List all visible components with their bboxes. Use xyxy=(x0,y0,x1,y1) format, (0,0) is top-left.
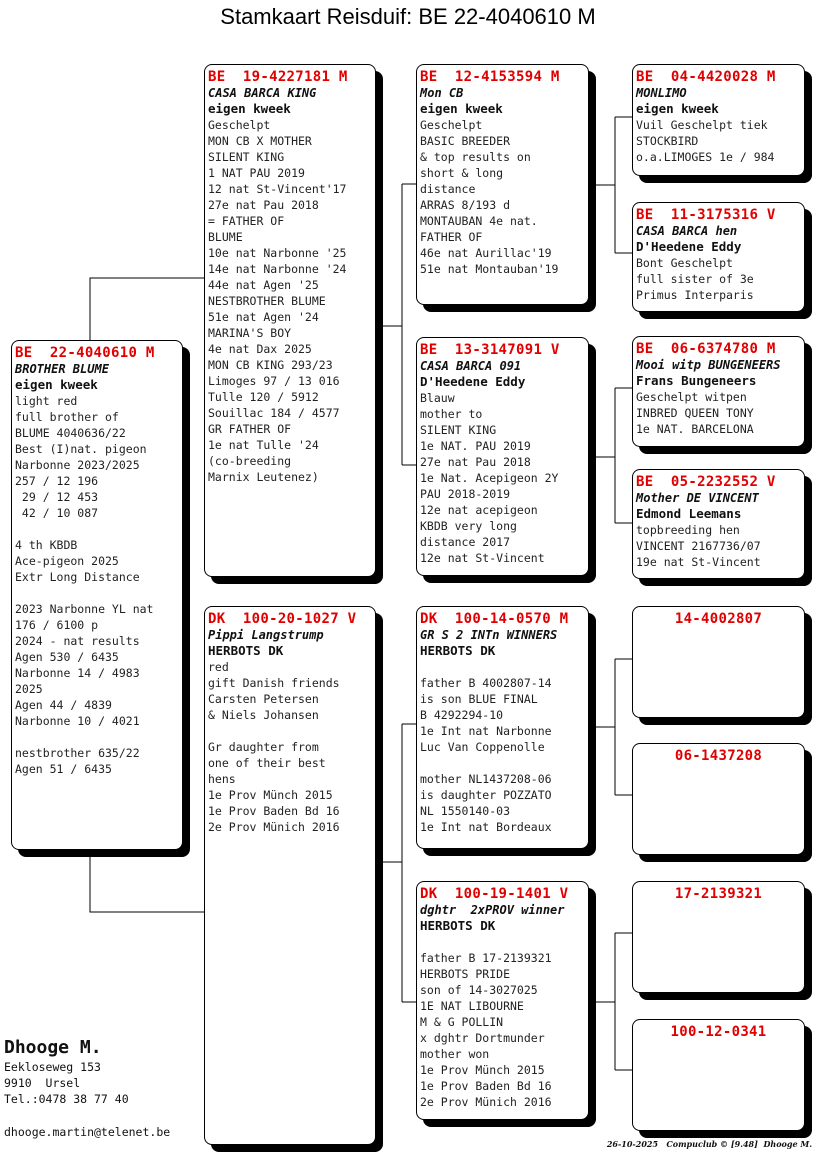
pigeon-owner: Edmond Leemans xyxy=(636,506,742,521)
pigeon-note-line: is son BLUE FINAL xyxy=(420,692,538,706)
ring-number: 14-4002807 xyxy=(674,611,763,627)
footer-credit: 26-10-2025 Compuclub © [9.48] Dhooge M. xyxy=(606,1139,812,1149)
pigeon-note-line: 1e NAT. PAU 2019 xyxy=(420,439,531,453)
pigeon-owner: D'Heedene Eddy xyxy=(420,374,526,389)
pigeon-note-line: 1e Prov Münch 2015 xyxy=(208,788,333,802)
pigeon-note-line: 1e Int nat Bordeaux xyxy=(420,820,552,834)
ring-number: BE 13-3147091 V xyxy=(420,342,560,358)
pigeon-note-line: Agen 44 / 4839 xyxy=(15,698,112,712)
pigeon-card-ssd[interactable] xyxy=(632,202,805,312)
pigeon-note-line: BLUME xyxy=(208,230,243,244)
pigeon-note-line: 1e nat Tulle '24 xyxy=(208,438,319,452)
pigeon-owner: HERBOTS DK xyxy=(208,643,284,658)
pigeon-note-line xyxy=(420,659,588,675)
pigeon-note-line: 27e nat Pau 2018 xyxy=(208,198,319,212)
pigeon-note-line: one of their best xyxy=(208,756,326,770)
ring-number: DK 100-19-1401 V xyxy=(420,886,569,902)
pigeon-note-line: GR FATHER OF xyxy=(208,422,292,436)
pigeon-note-line: 46e nat Aurillac'19 xyxy=(420,246,552,260)
pigeon-note-line: son of 14-3027025 xyxy=(420,983,538,997)
pigeon-note-line: Ace-pigeon 2025 xyxy=(15,554,119,568)
pigeon-note-line: 2e Prov Münich 2016 xyxy=(420,1095,552,1109)
pigeon-note-line: 12 nat St-Vincent'17 xyxy=(208,182,347,196)
pigeon-note-line: 1e Int nat Narbonne xyxy=(420,724,552,738)
ring-number: BE 05-2232552 V xyxy=(636,474,776,490)
pigeon-note-line: 2025 xyxy=(15,682,43,696)
pigeon-owner: eigen kweek xyxy=(208,101,291,116)
pigeon-note-line: 27e nat Pau 2018 xyxy=(420,455,531,469)
pigeon-note-line: mother to xyxy=(420,407,483,421)
ring-number: 06-1437208 xyxy=(674,748,763,764)
breeder-phone: Tel.:0478 38 77 40 xyxy=(4,1092,129,1106)
pigeon-note-line: 1e Prov Baden Bd 16 xyxy=(208,804,340,818)
breeder-city: 9910 Ursel xyxy=(4,1076,81,1090)
pigeon-note-line: 42 / 10 087 xyxy=(15,506,99,520)
pigeon-owner: eigen kweek xyxy=(636,101,719,116)
pigeon-note-line: father B 4002807-14 xyxy=(420,676,552,690)
ring-number: BE 11-3175316 V xyxy=(636,207,776,223)
pigeon-note-line: Marnix Leutenez) xyxy=(208,470,319,484)
ring-number: BE 19-4227181 M xyxy=(208,69,348,85)
pigeon-note-line: Limoges 97 / 13 016 xyxy=(208,374,340,388)
pigeon-note-line: = FATHER OF xyxy=(208,214,285,228)
pigeon-name: dghtr 2xPROV winner xyxy=(420,903,565,917)
pigeon-card-dam[interactable] xyxy=(204,606,376,1145)
pigeon-name: CASA BARCA hen xyxy=(636,224,738,238)
pigeon-note-line: mother NL1437208-06 xyxy=(420,772,552,786)
ring-number: BE 06-6374780 M xyxy=(636,341,776,357)
pigeon-note-line xyxy=(420,755,588,771)
pigeon-owner: eigen kweek xyxy=(420,101,503,116)
pigeon-note-line: 176 / 6100 p xyxy=(15,618,99,632)
pigeon-card-dss[interactable] xyxy=(632,606,805,718)
pigeon-name: Mon CB xyxy=(420,86,464,100)
pigeon-note-line xyxy=(15,585,182,601)
pigeon-note-line: Geschelpt xyxy=(420,118,483,132)
pigeon-note-line: distance 2017 xyxy=(420,535,511,549)
pigeon-note-line: 51e nat Montauban'19 xyxy=(420,262,559,276)
pigeon-note-line: hens xyxy=(208,772,236,786)
ring-number: DK 100-20-1027 V xyxy=(208,611,357,627)
pigeon-note-line: 4e nat Dax 2025 xyxy=(208,342,312,356)
pigeon-note-line: Narbonne 2023/2025 xyxy=(15,458,140,472)
pigeon-note-line: NL 1550140-03 xyxy=(420,804,511,818)
pigeon-note-line: 2023 Narbonne YL nat xyxy=(15,602,154,616)
pigeon-note-line: Souillac 184 / 4577 xyxy=(208,406,340,420)
pigeon-note-line: Geschelpt witpen xyxy=(636,390,747,404)
page-title: Stamkaart Reisduif: BE 22-4040610 M xyxy=(220,4,596,29)
pigeon-name: Mother DE VINCENT xyxy=(636,491,759,505)
pigeon-note-line: FATHER OF xyxy=(420,230,483,244)
pigeon-note-line: Geschelpt xyxy=(208,118,271,132)
pigeon-note-line: PAU 2018-2019 xyxy=(420,487,511,501)
pigeon-note-line: KBDB very long xyxy=(420,519,517,533)
pigeon-card-dam-dam[interactable] xyxy=(416,881,589,1120)
pigeon-card-dds[interactable] xyxy=(632,881,805,993)
ring-number: BE 12-4153594 M xyxy=(420,69,560,85)
pigeon-note-line: Best (I)nat. pigeon xyxy=(15,442,147,456)
pigeon-note-line: Narbonne 14 / 4983 xyxy=(15,666,140,680)
pigeon-note-line: Primus Interparis xyxy=(636,288,754,302)
pigeon-note-line: 1e Prov Münch 2015 xyxy=(420,1063,545,1077)
pigeon-owner: Frans Bungeneers xyxy=(636,373,757,388)
pigeon-note-line: gift Danish friends xyxy=(208,676,340,690)
pigeon-note-line: 2e Prov Münich 2016 xyxy=(208,820,340,834)
pigeon-note-line: & Niels Johansen xyxy=(208,708,319,722)
pigeon-note-line: mother won xyxy=(420,1047,490,1061)
breeder-info xyxy=(4,1037,129,1107)
pigeon-note-line: 1e Nat. Acepigeon 2Y xyxy=(420,471,559,485)
pigeon-note-line: is daughter POZZATO xyxy=(420,788,552,802)
pigeon-note-line: full sister of 3e xyxy=(636,272,754,286)
pigeon-note-line: 10e nat Narbonne '25 xyxy=(208,246,347,260)
pigeon-card-dam-sire[interactable] xyxy=(416,606,589,849)
pigeon-card-sss[interactable] xyxy=(632,64,805,176)
pigeon-note-line: 4 th KBDB xyxy=(15,538,78,552)
pigeon-note-line: ARRAS 8/193 d xyxy=(420,198,511,212)
pigeon-note-line: Tulle 120 / 5912 xyxy=(208,390,319,404)
pigeon-note-line xyxy=(420,934,588,950)
pigeon-note-line: father B 17-2139321 xyxy=(420,951,552,965)
pigeon-name: MONLIMO xyxy=(636,86,687,100)
pigeon-note-line: 19e nat St-Vincent xyxy=(636,555,761,569)
pigeon-note-line: INBRED QUEEN TONY xyxy=(636,406,754,420)
pigeon-note-line: 12e nat St-Vincent xyxy=(420,551,545,565)
pigeon-card-sire[interactable] xyxy=(204,64,376,577)
pigeon-note-line: NESTBROTHER BLUME xyxy=(208,294,326,308)
pigeon-note-line: VINCENT 2167736/07 xyxy=(636,539,761,553)
pigeon-owner: eigen kweek xyxy=(15,377,98,392)
breeder-street: Eekloseweg 153 xyxy=(4,1060,101,1074)
pigeon-note-line: Narbonne 10 / 4021 xyxy=(15,714,140,728)
pigeon-note-line: 51e nat Agen '24 xyxy=(208,310,319,324)
ring-number: 100-12-0341 xyxy=(670,1024,767,1040)
pigeon-note-line: 29 / 12 453 xyxy=(15,490,99,504)
pigeon-note-line: 1e Prov Baden Bd 16 xyxy=(420,1079,552,1093)
pigeon-note-line: & top results on xyxy=(420,150,531,164)
pigeon-note-line: M & G POLLIN xyxy=(420,1015,504,1029)
pigeon-card-sire-sire[interactable] xyxy=(416,64,589,305)
pigeon-note-line: x dghtr Dortmunder xyxy=(420,1031,545,1045)
pigeon-note-line xyxy=(208,723,375,739)
pigeon-note-line: MON CB X MOTHER xyxy=(208,134,312,148)
pigeon-note-line: short & long xyxy=(420,166,504,180)
pigeon-note-line: Bont Geschelpt xyxy=(636,256,733,270)
pigeon-note-line: BASIC BREEDER xyxy=(420,134,511,148)
pigeon-note-line: light red xyxy=(15,394,78,408)
pigeon-note-line: 14e nat Narbonne '24 xyxy=(208,262,347,276)
pigeon-owner: HERBOTS DK xyxy=(420,918,496,933)
pigeon-note-line: Gr daughter from xyxy=(208,740,319,754)
pigeon-note-line: Extr Long Distance xyxy=(15,570,140,584)
pigeon-note-line: MON CB KING 293/23 xyxy=(208,358,333,372)
ring-number: BE 22-4040610 M xyxy=(15,345,155,361)
pigeon-card-sdd[interactable] xyxy=(632,469,805,579)
pigeon-note-line: nestbrother 635/22 xyxy=(15,746,140,760)
pigeon-note-line: (co-breeding xyxy=(208,454,292,468)
pigeon-note-line: BLUME 4040636/22 xyxy=(15,426,126,440)
pigeon-note-line: topbreeding hen xyxy=(636,523,740,537)
pigeon-name: BROTHER BLUME xyxy=(15,362,109,376)
breeder-name: Dhooge M. xyxy=(4,1037,102,1058)
pigeon-note-line: 2024 - nat results xyxy=(15,634,140,648)
pigeon-name: GR S 2 INTn WINNERS xyxy=(420,628,558,642)
pigeon-note-line: Carsten Petersen xyxy=(208,692,319,706)
pigeon-name: CASA BARCA KING xyxy=(208,86,317,100)
pigeon-note-line xyxy=(15,521,182,537)
pigeon-owner: D'Heedene Eddy xyxy=(636,239,742,254)
pigeon-card-main[interactable] xyxy=(11,340,183,850)
pigeon-note-line: SILENT KING xyxy=(420,423,497,437)
pigeon-note-line: B 4292294-10 xyxy=(420,708,504,722)
ring-number: BE 04-4420028 M xyxy=(636,69,776,85)
pigeon-name: Mooi witp BUNGENEERS xyxy=(636,358,781,372)
ring-number: DK 100-14-0570 M xyxy=(420,611,569,627)
pigeon-note-line: o.a.LIMOGES 1e / 984 xyxy=(636,150,775,164)
pigeon-note-line: red xyxy=(208,660,229,674)
pigeon-note-line: 1E NAT LIBOURNE xyxy=(420,999,524,1013)
pigeon-note-line: MONTAUBAN 4e nat. xyxy=(420,214,538,228)
pigeon-card-sds[interactable] xyxy=(632,336,805,447)
pigeon-note-line: 12e nat acepigeon xyxy=(420,503,538,517)
pigeon-note-line: distance xyxy=(420,182,476,196)
pigeon-note-line: 44e nat Agen '25 xyxy=(208,278,319,292)
pigeon-name: CASA BARCA 091 xyxy=(420,359,522,373)
pigeon-note-line: SILENT KING xyxy=(208,150,285,164)
pigeon-note-line: Blauw xyxy=(420,391,455,405)
pigeon-note-line: MARINA'S BOY xyxy=(208,326,292,340)
pigeon-card-dsd[interactable] xyxy=(632,743,805,855)
pigeon-note-line: Luc Van Coppenolle xyxy=(420,740,545,754)
pigeon-card-ddd[interactable] xyxy=(632,1019,805,1131)
pigeon-note-line xyxy=(15,729,182,745)
pigeon-note-line: Agen 530 / 6435 xyxy=(15,650,119,664)
ring-number: 17-2139321 xyxy=(674,886,763,902)
pigeon-note-line: HERBOTS PRIDE xyxy=(420,967,511,981)
pigeon-note-line: 1 NAT PAU 2019 xyxy=(208,166,305,180)
pigeon-note-line: 1e NAT. BARCELONA xyxy=(636,422,754,436)
breeder-email: dhooge.martin@telenet.be xyxy=(4,1125,171,1139)
pigeon-name: Pippi Langstrump xyxy=(208,628,324,642)
pigeon-note-line: Vuil Geschelpt tiek xyxy=(636,118,768,132)
pigeon-note-line: 257 / 12 196 xyxy=(15,474,99,488)
pigeon-note-line: STOCKBIRD xyxy=(636,134,699,148)
pigeon-card-sire-dam[interactable] xyxy=(416,337,589,576)
pigeon-owner: HERBOTS DK xyxy=(420,643,496,658)
pigeon-note-line: full brother of xyxy=(15,410,119,424)
pigeon-note-line: Agen 51 / 6435 xyxy=(15,762,112,776)
